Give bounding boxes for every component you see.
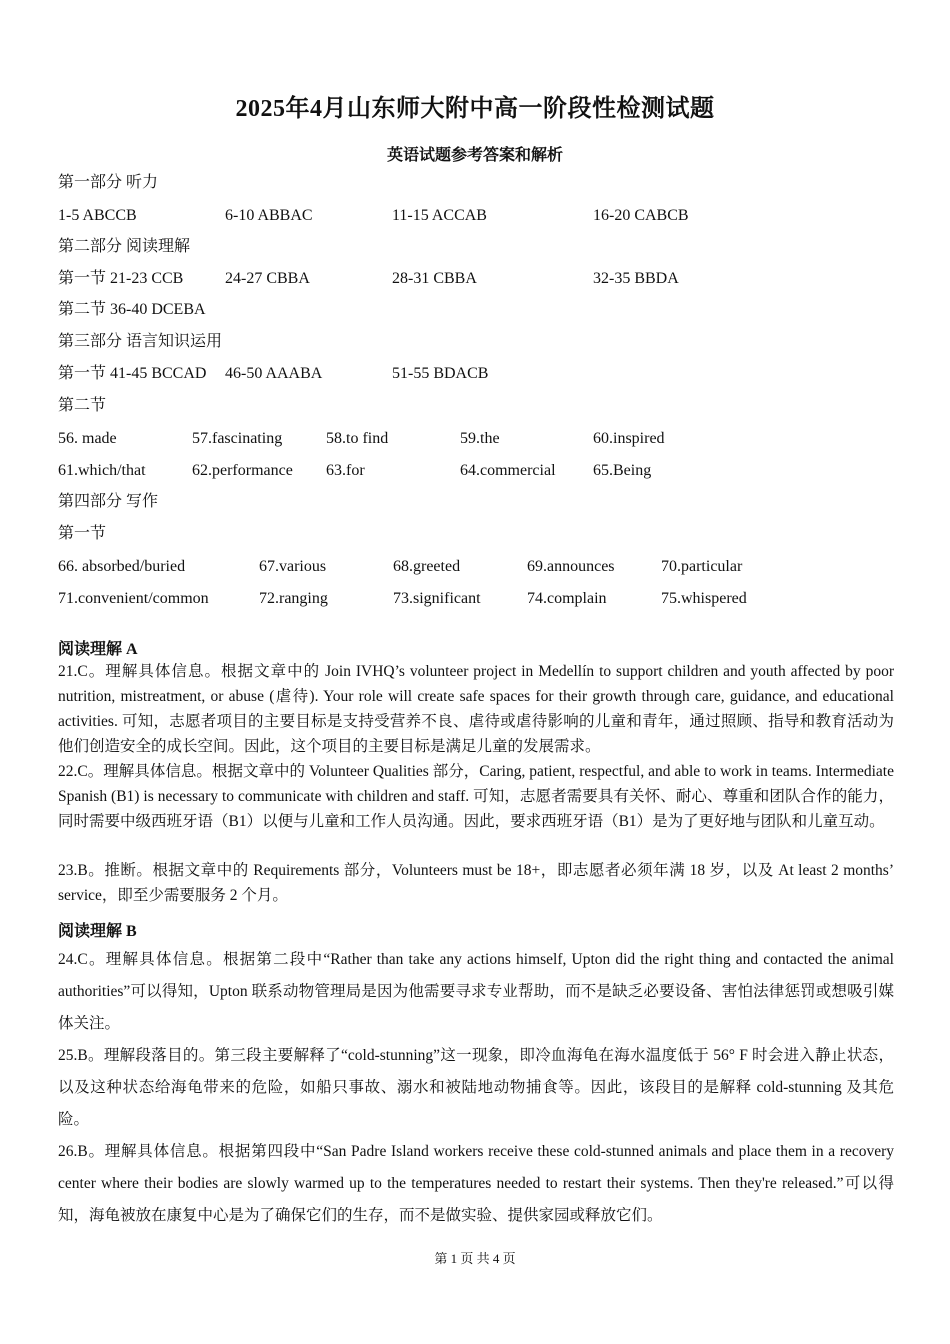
answer-item: 68.greeted (393, 558, 461, 575)
answer-group: 46-50 AAABA (225, 365, 323, 382)
answer-item: 75.whispered (661, 590, 747, 607)
answer-sheet-page: 2025年4月山东师大附中高一阶段性检测试题 英语试题参考答案和解析 第一部分 听力 1-5 ABCCB 6-10 ABBAC 11-15 ACCAB 16-20 CABCB 第二部分 阅读理解 第一节 21-23 CCB 24-27 CBBA 28-31 CBBA 32-35 BBDA 第二节 36-40 DCEBA 第三部分 语言知识运用 第一节 41-45 BCCAD 46-50 AAABA 51-55 BDACB 第二节 56. made 57.fascinating 58.to find 59.the 60.inspired 61.which/that 62.performance 63.for 64.commercial 65.Being 第四部分 写作 第一节 66. absorbed/buried 67.various 68.greeted 69.announces 70.particular 71.convenient/common 72.ranging 73.significant 74.complain 75.whispered 阅读理解 A 21.C。理解具体信息。根据文章中的 Join IVHQ’s volunteer project in Medellín to support children and youth affected by poor nutrition, mistreatment, or abuse (虐待). Your role will create safe spaces for their growth through care, guidance, and educational activities. 可知，志愿者项目的主要目标是支持受营养不良、虐待或虐待影响的儿童和青年，通过照顾、指导和教育活动为他们创造安全的成长空间。因此，这个项目的主要目标是满足儿童的发展需求。 22.C。理解具体信息。根据文章中的 Volunteer Qualities 部分，Caring, patient, respectful, and able to work in teams. Intermediate Spanish (B1) is necessary to communicate with children and staff. 可知，志愿者需要具有关怀、耐心、尊重和团队合作的能力，同时需要中级西班牙语（B1）以便与儿童和工作人员沟通。因此，要求西班牙语（B1）是为了更好地与团队和儿童互动。 23.B。推断。根据文章中的 Requirements 部分，Volunteers must be 18+，即志愿者必须年满 18 岁，以及 At least 2 months’ service，即至少需要服务 2 个月。 阅读理解 B 24.C。理解具体信息。根据第二段中“Rather than take any actions himself, Upton did the right thing and contacted the animal authorities”可以得知，Upton 联系动物管理局是因为他需要寻求专业帮助，而不是缺乏必要设备、害怕法律惩罚或想吸引媒体关注。 25.B。理解段落目的。第三段主要解释了“cold-stunning”这一现象，即冷血海龟在海水温度低于 56° F 时会进入静止状态，以及这种状态给海龟带来的危险，如船只事故、溺水和被陆地动物捕食等。因此，该段目的是解释 cold-stunning 及其危险。 26.B。理解具体信息。根据第四段中“San Padre Island workers receive these cold-stunned animals and place them in a recovery center where their bodies are slowly warmed up to the temperatures needed to restart their systems. Then they're released.”可以得知，海龟被放在康复中心是为了确保它们的生存，而不是做实验、提供家园或释放它们。 第 1 页 共 4 页 (0, 0, 950, 1344)
answer-item: 72.ranging (259, 590, 328, 607)
answer-group: 第一节 41-45 BCCAD (58, 365, 207, 382)
explanation-q23: 23.B。推断。根据文章中的 Requirements 部分，Volunteers must be 18+，即志愿者必须年满 18 岁，以及 At least 2 months’ service，即至少需要服务 2 个月。 (58, 862, 894, 904)
explanation-q24: 24.C。理解具体信息。根据第二段中“Rather than take any actions himself, Upton did the right thing and contacted the animal authorities”可以得知，Upton 联系动物管理局是因为他需要寻求专业帮助，而不是缺乏必要设备、害怕法律惩罚或想吸引媒体关注。 (58, 951, 894, 1032)
page-footer: 第 1 页 共 4 页 (434, 1251, 516, 1266)
page-title: 2025年4月山东师大附中高一阶段性检测试题 (235, 96, 715, 122)
answer-group: 51-55 BDACB (392, 365, 489, 382)
answer-item: 59.the (460, 430, 500, 447)
answer-group: 第二节 36-40 DCEBA (58, 301, 206, 318)
explanation-q25: 25.B。理解段落目的。第三段主要解释了“cold-stunning”这一现象，即冷血海龟在海水温度低于 56° F 时会进入静止状态，以及这种状态给海龟带来的危险，如船只事故、溺水和被陆地动物捕食等。因此，该段目的是解释 cold-stunning 及其危险。 (58, 1047, 894, 1128)
explanation-q22: 22.C。理解具体信息。根据文章中的 Volunteer Qualities 部分，Caring, patient, respectful, and able to work in teams. Intermediate Spanish (B1) is necessary to communicate with children and staff. 可知，志愿者需要具有关怀、耐心、尊重和团队合作的能力，同时需要中级西班牙语（B1）以便与儿童和工作人员沟通。因此，要求西班牙语（B1）是为了更好地与团队和儿童互动。 (58, 763, 894, 830)
answer-item: 57.fascinating (192, 430, 283, 447)
answer-group: 11-15 ACCAB (392, 207, 487, 224)
answer-item: 71.convenient/common (58, 590, 209, 607)
answer-group: 32-35 BBDA (593, 270, 679, 287)
answer-item: 64.commercial (460, 462, 556, 479)
answer-group: 6-10 ABBAC (225, 207, 313, 224)
answer-item: 70.particular (661, 558, 743, 575)
answer-item: 66. absorbed/buried (58, 558, 186, 575)
answer-item: 58.to find (326, 430, 389, 447)
page-subtitle: 英语试题参考答案和解析 (386, 147, 563, 164)
answer-group: 第一节 21-23 CCB (58, 270, 184, 287)
answer-group: 1-5 ABCCB (58, 207, 137, 224)
answer-item: 61.which/that (58, 462, 146, 479)
answer-item: 69.announces (527, 558, 615, 575)
answer-item: 73.significant (393, 590, 481, 607)
answer-item: 56. made (58, 430, 117, 447)
reading-a-heading: 阅读理解 A (58, 641, 138, 658)
answer-item: 74.complain (527, 590, 607, 607)
answer-item: 65.Being (593, 462, 652, 479)
answer-item: 62.performance (192, 462, 293, 479)
answer-group: 16-20 CABCB (593, 207, 689, 224)
answer-group: 24-27 CBBA (225, 270, 310, 287)
reading-b-heading: 阅读理解 B (58, 923, 137, 940)
answer-group: 28-31 CBBA (392, 270, 477, 287)
answer-item: 63.for (326, 462, 365, 479)
answer-item: 67.various (259, 558, 327, 575)
answer-item: 60.inspired (593, 430, 665, 447)
explanation-q21: 21.C。理解具体信息。根据文章中的 Join IVHQ’s volunteer project in Medellín to support children and youth affected by poor nutrition, mistreatment, or abuse (虐待). Your role will create safe spaces for their growth through care, guidance, and educational activities. 可知，志愿者项目的主要目标是支持受营养不良、虐待或虐待影响的儿童和青年，通过照顾、指导和教育活动为他们创造安全的成长空间。因此，这个项目的主要目标是满足儿童的发展需求。 (58, 663, 894, 755)
explanation-q26: 26.B。理解具体信息。根据第四段中“San Padre Island workers receive these cold-stunned animals and place them in a recovery center where their bodies are slowly warmed up to the temperatures needed to restart their systems. Then they're released.”可以得知，海龟被放在康复中心是为了确保它们的生存，而不是做实验、提供家园或释放它们。 (58, 1143, 894, 1224)
